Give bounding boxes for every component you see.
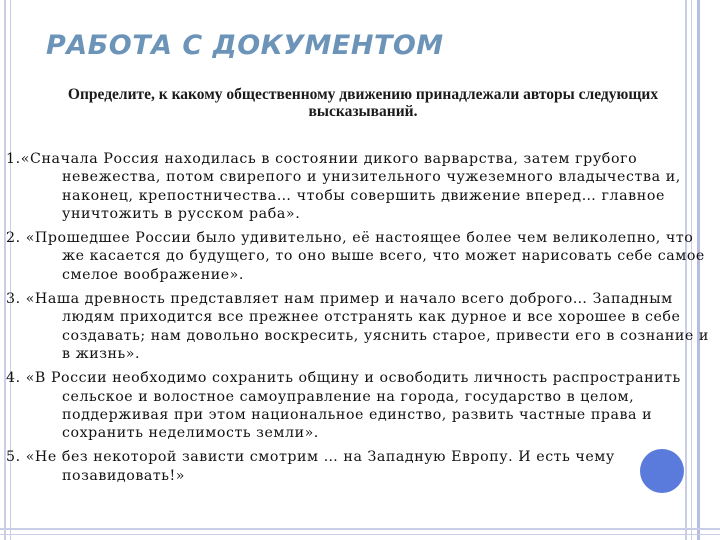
quote-item-2: 2. «Прошедшее России было удивительно, её настоящее более чем великолепно, что же касается до будущего, то оно выше всего, что может нарисовать себе самое смелое воображение». bbox=[6, 230, 705, 283]
frame-line-bottom-outer bbox=[0, 534, 720, 535]
quote-item-4: 4. «В России необходимо сохранить общину и освободить личность распространить сельское и волостное самоуправление на города, государство в целом, поддерживая при этом национальное единство, развить частные права и сохранить неделимость земли». bbox=[6, 370, 681, 442]
quotes-list bbox=[6, 150, 710, 491]
frame-line-bottom-inner bbox=[0, 528, 720, 530]
quote-item-3: 3. «Наша древность представляет нам пример и начало всего доброго… Западным людям приходится все прежнее отстранять как дурное и все хорошее в себе создавать; нам довольно воскресить, уяснить старое, привести его в сознание и в жизнь». bbox=[6, 291, 709, 362]
slide-title: РАБОТА С ДОКУМЕНТОМ bbox=[46, 30, 444, 61]
quote-item-5: 5. «Не без некоторой зависти смотрим … на Западную Европу. И есть чему позавидовать!» bbox=[6, 449, 615, 484]
slide-instruction: Определите, к какому общественному движению принадлежали авторы следующих высказываний. bbox=[67, 86, 659, 120]
decorative-circle bbox=[640, 449, 684, 493]
quote-item-1: 1.«Сначала Россия находилась в состоянии дикого варварства, затем грубого невежества, потом свирепого и унизительного чужеземного владычества и, наконец, крепостничества… чтобы совершить движение вперед… главное уничтожить в русском раба». bbox=[6, 151, 681, 222]
